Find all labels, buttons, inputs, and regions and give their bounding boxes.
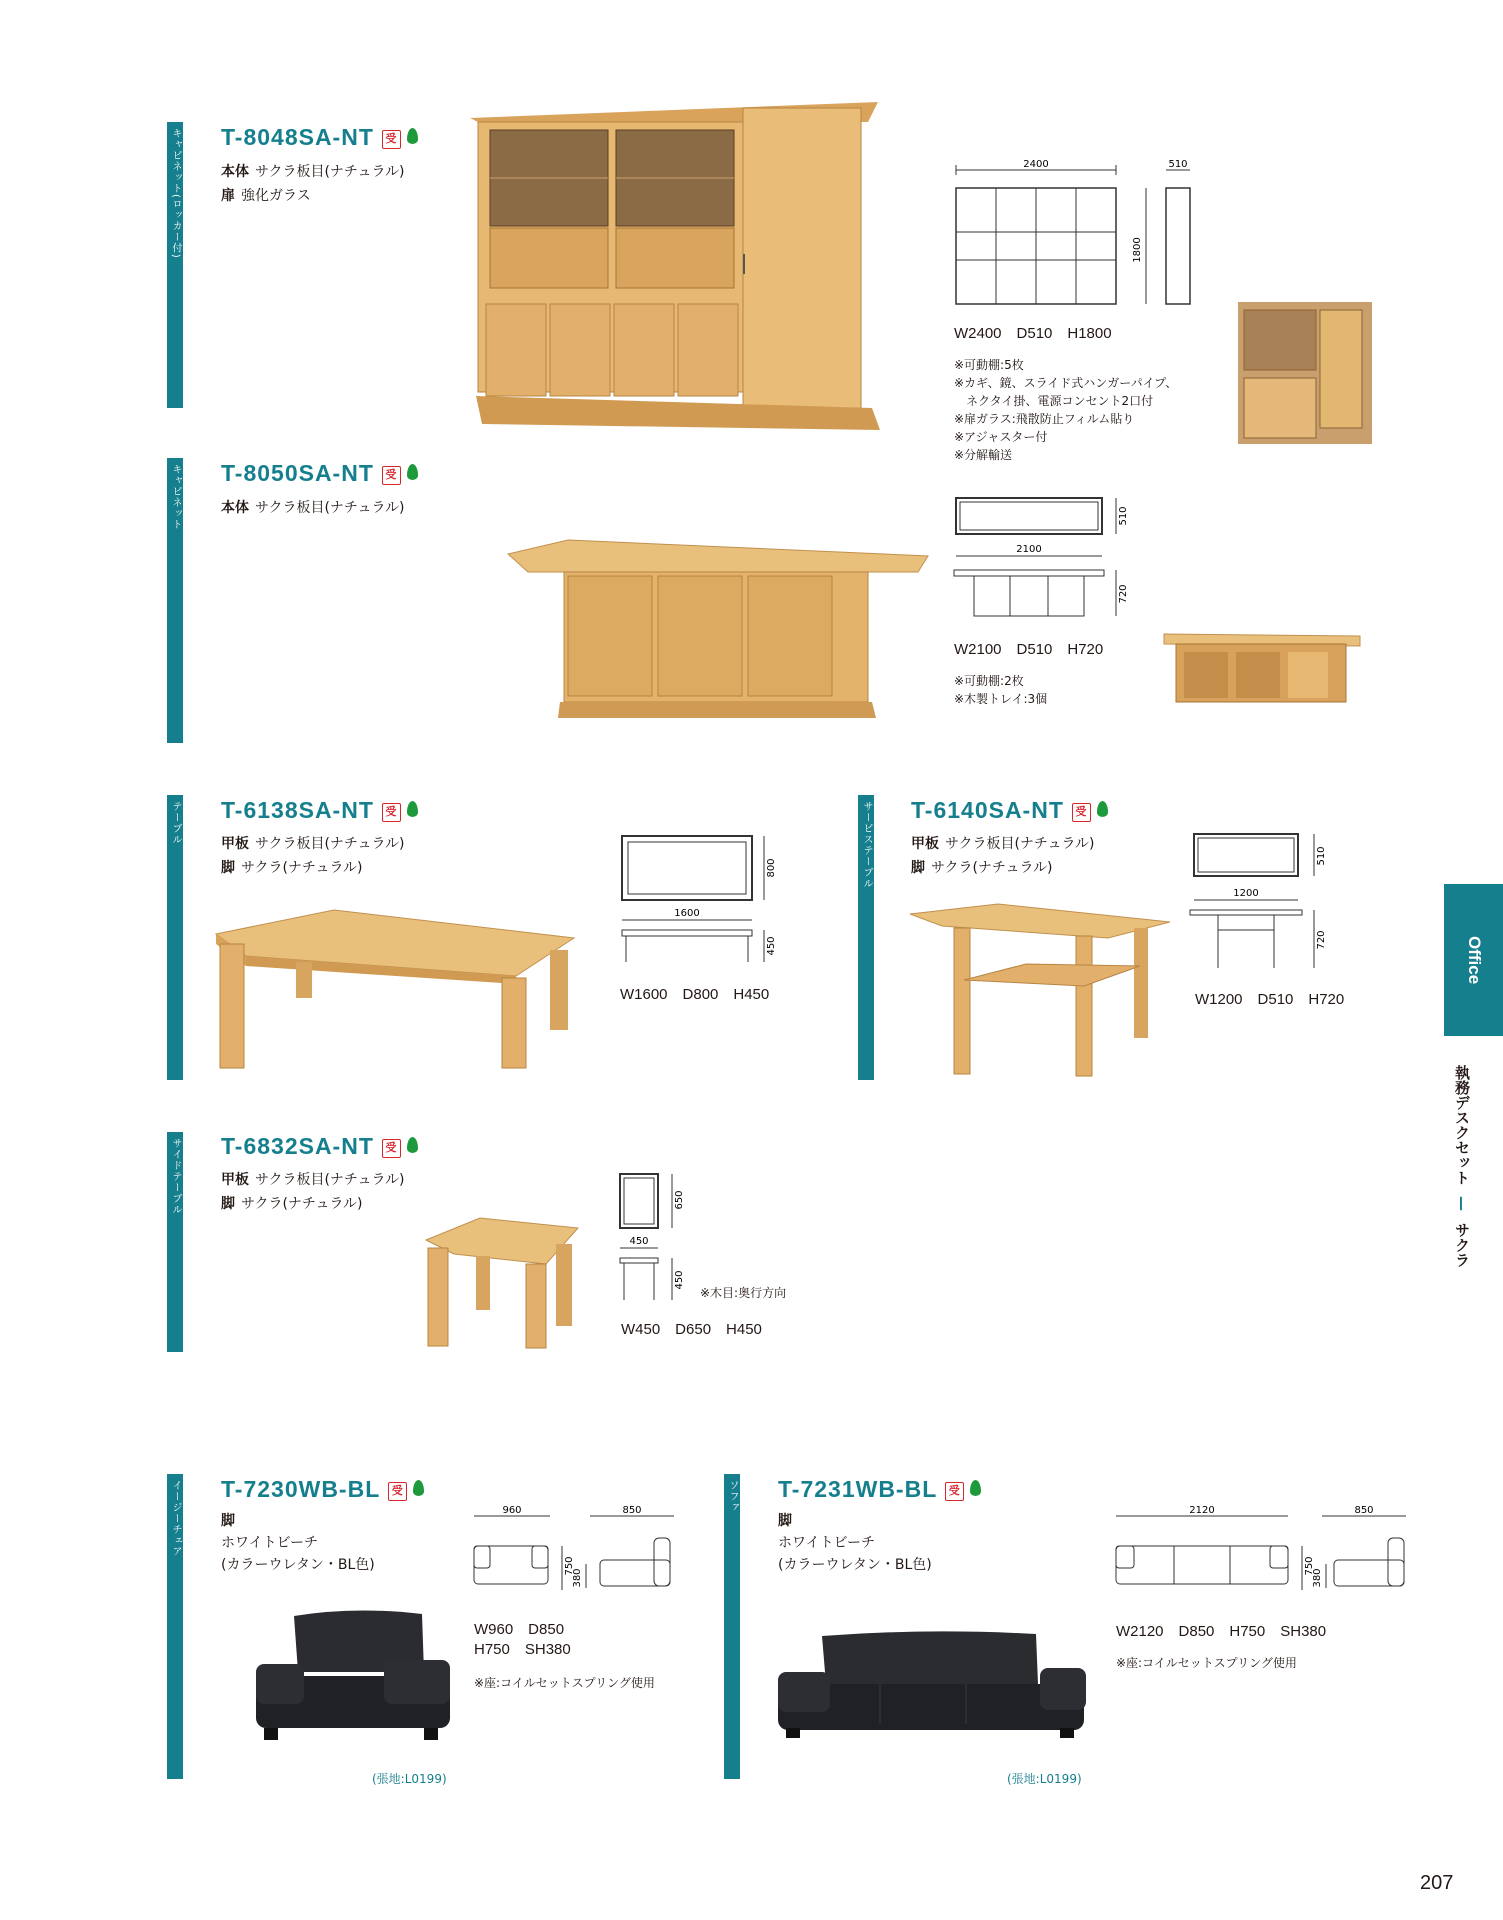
easy-chair-drawing [470, 1505, 680, 1598]
dim-label: 750 [1304, 1556, 1315, 1576]
side-nav-separator: — [1453, 1196, 1471, 1212]
spec-label: 脚 [911, 860, 925, 876]
notes: ※座:コイルセットスプリング使用 [1116, 1656, 1297, 1670]
spec-row [221, 832, 405, 856]
dimensions [474, 1620, 571, 1660]
dimension-line: H750 SH380 [474, 1641, 571, 1658]
spec-list [221, 496, 405, 520]
note-line: ※可動棚:5枚 [954, 358, 1024, 372]
product-code-text: T-8048SA-NT [221, 124, 374, 150]
made-to-order-badge: 受 [382, 130, 401, 149]
spec-label: 脚 [221, 860, 235, 876]
spec-line: ホワイトビーチ [221, 1535, 319, 1551]
made-to-order-badge: 受 [945, 1482, 964, 1501]
category-bar [858, 795, 874, 1080]
dim-label: 750 [564, 1556, 575, 1576]
made-to-order-badge: 受 [1072, 803, 1091, 822]
spec-row [911, 832, 1095, 856]
made-to-order-badge: 受 [382, 1139, 401, 1158]
category-label: サイドテーブル [170, 1138, 181, 1215]
notes [954, 356, 1177, 464]
spec-label: 扉 [221, 188, 235, 204]
spec-label: 甲板 [911, 836, 939, 852]
eco-leaf-icon [1097, 801, 1108, 817]
spec-row [221, 184, 405, 208]
product-code-text: T-8050SA-NT [221, 460, 374, 486]
product-code-text: T-7231WB-BL [778, 1476, 938, 1502]
dim-label: 380 [572, 1568, 583, 1588]
dim-label: 1600 [674, 908, 700, 919]
dim-label: 1200 [1233, 888, 1259, 899]
product-code [221, 797, 418, 824]
category-bar [167, 1132, 183, 1352]
spec-row [221, 1192, 405, 1216]
product-code-text: T-6140SA-NT [911, 797, 1064, 823]
made-to-order-badge: 受 [382, 466, 401, 485]
side-table-photo [424, 1218, 580, 1350]
dimensions: W450 D650 H450 [621, 1321, 762, 1338]
eco-leaf-icon [407, 1137, 418, 1153]
category-label: イージーチェア [170, 1480, 181, 1557]
note-line: ※木製トレイ:3個 [954, 692, 1048, 706]
spec-value: サクラ(ナチュラル) [241, 1196, 363, 1212]
spec-label: 脚 [221, 1196, 235, 1212]
dim-label: 720 [1118, 584, 1129, 604]
side-nav-series: サクラ [1453, 1222, 1471, 1268]
product-code [221, 124, 418, 151]
spec-row [221, 496, 405, 520]
dim-label: 2400 [1023, 159, 1049, 170]
category-bar [167, 795, 183, 1080]
spec-label: 甲板 [221, 1172, 249, 1188]
note-line: ネクタイ掛、電源コンセント2口付 [954, 394, 1154, 408]
dim-label: 850 [1354, 1505, 1374, 1516]
spec-label: 本体 [221, 164, 249, 180]
notes [954, 672, 1047, 708]
sofa-photo [776, 1628, 1088, 1742]
category-bar [167, 122, 183, 408]
product-code [221, 1476, 424, 1503]
spec-value: 強化ガラス [241, 188, 311, 204]
low-table-photo [216, 910, 576, 1070]
dim-label: 720 [1316, 930, 1327, 950]
product-code [221, 460, 418, 487]
spec-value: サクラ板目(ナチュラル) [255, 500, 405, 516]
dim-label: 510 [1118, 506, 1129, 526]
spec-line: (カラーウレタン・BL色) [221, 1557, 375, 1573]
eco-leaf-icon [970, 1480, 981, 1496]
notes: ※木目:奥行方向 [700, 1286, 787, 1300]
dim-label: 510 [1316, 846, 1327, 866]
cabinet-locker-drawing [950, 160, 1200, 320]
spec-line: ホワイトビーチ [778, 1535, 876, 1551]
spec-list [778, 1510, 932, 1576]
cabinet-locker-open-photo [1238, 302, 1372, 444]
dimensions: W2100 D510 H720 [954, 641, 1104, 658]
category-label: キャビネット(ロッカー付) [170, 128, 181, 259]
note-line: ※カギ、鏡、スライド式ハンガーパイプ、 [954, 376, 1178, 390]
office-tab-label: Office [1465, 935, 1484, 985]
spec-value: サクラ板目(ナチュラル) [255, 164, 405, 180]
spec-label: 本体 [221, 500, 249, 516]
spec-line: (カラーウレタン・BL色) [778, 1557, 932, 1573]
category-bar [167, 1474, 183, 1779]
service-table-drawing [1190, 826, 1340, 976]
product-code [911, 797, 1108, 824]
note-line: ※可動棚:2枚 [954, 674, 1024, 688]
spec-row [221, 856, 405, 880]
low-table-drawing [620, 828, 780, 968]
spec-list [221, 1168, 405, 1216]
dimensions: W2120 D850 H750 SH380 [1116, 1623, 1327, 1640]
low-cabinet-open-photo [1160, 630, 1366, 710]
dim-label: 510 [1168, 159, 1188, 170]
spec-value: サクラ板目(ナチュラル) [255, 836, 405, 852]
spec-value: サクラ板目(ナチュラル) [945, 836, 1095, 852]
cabinet-locker-photo [468, 94, 880, 434]
upholstery-credit: (張地:L0199) [1007, 1772, 1082, 1786]
product-code [778, 1476, 981, 1503]
easy-chair-photo [254, 1606, 454, 1756]
notes: ※座:コイルセットスプリング使用 [474, 1676, 655, 1690]
product-code [221, 1133, 418, 1160]
spec-value: サクラ(ナチュラル) [931, 860, 1053, 876]
spec-line: 脚 [221, 1513, 235, 1529]
dim-label: 960 [502, 1505, 522, 1516]
dimensions: W1600 D800 H450 [620, 986, 770, 1003]
low-cabinet-drawing [950, 494, 1130, 644]
eco-leaf-icon [413, 1480, 424, 1496]
made-to-order-badge: 受 [382, 803, 401, 822]
spec-value: サクラ板目(ナチュラル) [255, 1172, 405, 1188]
side-nav [1452, 1065, 1472, 1267]
dim-label: 2120 [1189, 1505, 1215, 1516]
dim-label: 450 [629, 1236, 649, 1247]
spec-list [221, 160, 405, 208]
dim-label: 850 [622, 1505, 642, 1516]
product-code-text: T-7230WB-BL [221, 1476, 381, 1502]
eco-leaf-icon [407, 464, 418, 480]
dim-label: 650 [674, 1190, 685, 1210]
office-tab[interactable] [1444, 884, 1503, 1036]
category-label: テーブル [170, 801, 181, 845]
note-line: ※分解輸送 [954, 448, 1013, 462]
page-number: 207 [1420, 1872, 1454, 1894]
low-cabinet-photo [508, 540, 930, 722]
side-nav-category: 執務デスクセット [1453, 1065, 1471, 1185]
service-table-photo [908, 904, 1172, 1080]
spec-value: サクラ(ナチュラル) [241, 860, 363, 876]
upholstery-credit: (張地:L0199) [372, 1772, 447, 1786]
dim-label: 1800 [1132, 237, 1143, 263]
category-label: サービステーブル [861, 801, 872, 889]
spec-line: 脚 [778, 1513, 792, 1529]
spec-label: 甲板 [221, 836, 249, 852]
spec-row [221, 1168, 405, 1192]
spec-list [221, 1510, 375, 1576]
sofa-drawing [1112, 1505, 1412, 1598]
product-code-text: T-6138SA-NT [221, 797, 374, 823]
spec-row [221, 160, 405, 184]
dimension-line: W960 D850 [474, 1621, 565, 1638]
eco-leaf-icon [407, 128, 418, 144]
product-code-text: T-6832SA-NT [221, 1133, 374, 1159]
note-line: ※扉ガラス:飛散防止フィルム貼り [954, 412, 1135, 426]
dimensions: W1200 D510 H720 [1195, 991, 1345, 1008]
dim-label: 450 [766, 936, 777, 956]
dimensions: W2400 D510 H1800 [954, 325, 1112, 342]
category-bar [724, 1474, 740, 1779]
category-label: ソファ [727, 1480, 738, 1513]
category-bar [167, 458, 183, 743]
category-label: キャビネット [170, 464, 181, 530]
spec-list [911, 832, 1095, 880]
dim-label: 450 [674, 1270, 685, 1290]
made-to-order-badge: 受 [388, 1482, 407, 1501]
dim-label: 380 [1312, 1568, 1323, 1588]
eco-leaf-icon [407, 801, 418, 817]
spec-row [911, 856, 1095, 880]
dim-label: 800 [766, 858, 777, 878]
dim-label: 2100 [1016, 544, 1042, 555]
note-line: ※アジャスター付 [954, 430, 1048, 444]
spec-list [221, 832, 405, 880]
